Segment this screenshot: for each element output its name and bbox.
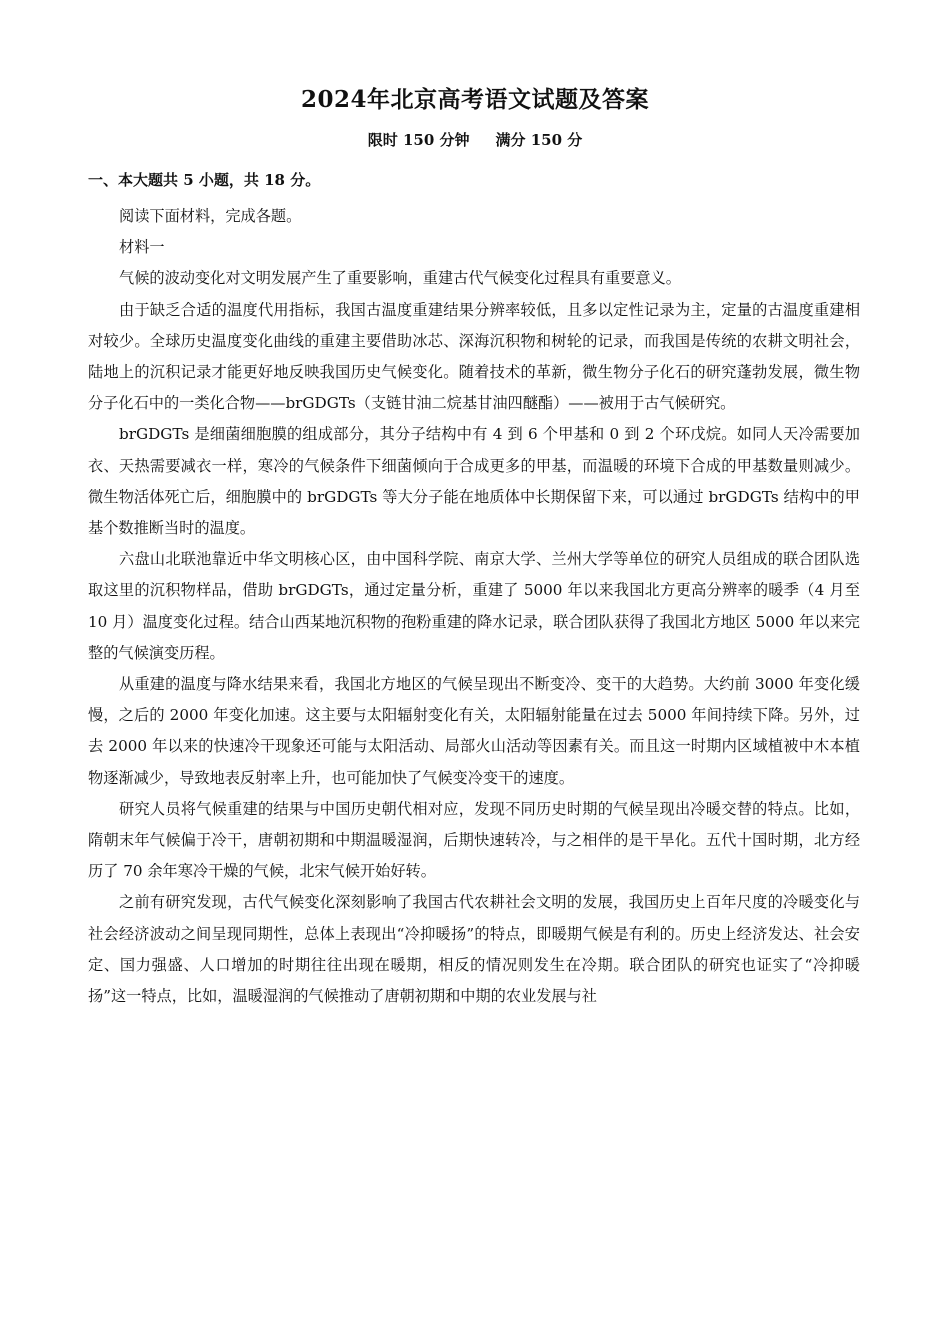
time-limit: 限时 150 分钟 xyxy=(367,131,470,149)
body-paragraph: 气候的波动变化对文明发展产生了重要影响，重建古代气候变化过程具有重要意义。 xyxy=(119,269,681,288)
body-paragraph: 研究人员将气候重建的结果与中国历史朝代相对应，发现不同历史时期的气候呈现出冷暖交替的特点。比如，隋朝末年气候偏于冷干，唐朝初期和中期温暖湿润，后期快速转冷，与之相伴的是干旱化。五代十国时期，北方经历了 70 余年寒冷干燥的气候，北宋气候开始好转。 xyxy=(88,799,860,881)
document-title: 2024年北京高考语文试题及答案 xyxy=(300,86,649,113)
body-paragraph: 六盘山北联池靠近中华文明核心区，由中国科学院、南京大学、兰州大学等单位的研究人员组成的联合团队选取这里的沉积物样品，借助 brGDGTs，通过定量分析，重建了 5000 年以来我国北方更高分辨率的暖季（4 月至 10 月）温度变化过程。结合山西某地沉积物的孢粉重建的降水记录，联合团队获得了我国北方地区 5000 年以来完整的气候演变历程。 xyxy=(88,550,860,662)
body-paragraph: 从重建的温度与降水结果来看，我国北方地区的气候呈现出不断变冷、变干的大趋势。大约前 3000 年变化缓慢，之后的 2000 年变化加速。这主要与太阳辐射变化有关，太阳辐射能量在过去 5000 年间持续下降。另外，过去 2000 年以来的快速冷干现象还可能与太阳活动、局部火山活动等因素有关。而且这一时期内区域植被中木本植物逐渐减少，导致地表反射率上升，也可能加快了气候变冷变干的速度。 xyxy=(88,675,860,787)
full-score: 满分 150 分 xyxy=(495,131,583,149)
body-paragraph: brGDGTs 是细菌细胞膜的组成部分，其分子结构中有 4 到 6 个甲基和 0 到 2 个环戊烷。如同人天冷需要加衣、天热需要减衣一样，寒冷的气候条件下细菌倾向于合成更多的甲基，而温暖的环境下合成的甲基数量则减少。微生物活体死亡后，细胞膜中的 brGDGTs 等大分子能在地质体中长期保留下来，可以通过 brGDGTs 结构中的甲基个数推断当时的温度。 xyxy=(88,425,860,538)
instruction-paragraph: 阅读下面材料，完成各题。 xyxy=(119,207,302,225)
section-heading: 一、本大题共 5 小题，共 18 分。 xyxy=(88,171,321,189)
document-body xyxy=(88,201,860,1012)
body-paragraph: 由于缺乏合适的温度代用指标，我国古温度重建结果分辨率较低，且多以定性记录为主，定量的古温度重建相对较少。全球历史温度变化曲线的重建主要借助冰芯、深海沉积物和树轮的记录，而我国是传统的农耕文明社会，陆地上的沉积记录才能更好地反映我国历史气候变化。随着技术的革新，微生物分子化石的研究蓬勃发展，微生物分子化石中的一类化合物——brGDGTs（支链甘油二烷基甘油四醚酯）——被用于古气候研究。 xyxy=(88,300,860,413)
material-label: 材料一 xyxy=(119,238,165,257)
body-paragraph: 之前有研究发现，古代气候变化深刻影响了我国古代农耕社会文明的发展，我国历史上百年尺度的冷暖变化与社会经济波动之间呈现同期性，总体上表现出“冷抑暖扬”的特点，即暖期气候是有利的。历史上经济发达、社会安定、国力强盛、人口增加的时期往往出现在暖期，相反的情况则发生在冷期。联合团队的研究也证实了“冷抑暖扬”这一特点，比如，温暖湿润的气候推动了唐朝初期和中期的农业发展与社 xyxy=(88,893,860,1006)
exam-info xyxy=(0,129,950,151)
